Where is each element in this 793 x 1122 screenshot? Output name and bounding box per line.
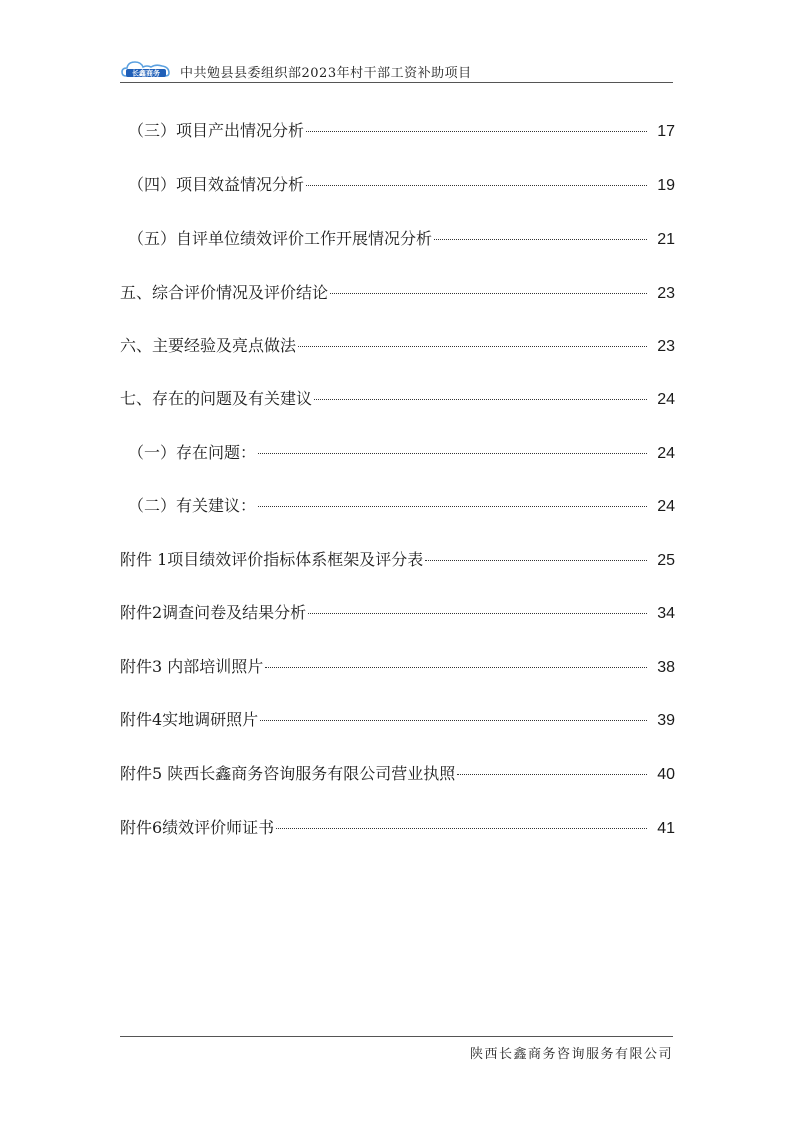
toc-entry[interactable] [120,761,675,787]
toc-entry-title: 附件5 陕西长鑫商务咨询服务有限公司营业执照 [120,764,456,783]
toc-entry[interactable] [120,280,675,306]
toc-page-number: 40 [657,766,675,783]
toc-entry[interactable] [120,172,675,198]
toc-entry[interactable] [120,440,675,466]
toc-leader-dots [330,293,647,294]
toc-page-number: 24 [657,498,675,515]
toc-entry[interactable] [120,226,675,252]
svg-text:长鑫商务: 长鑫商务 [132,69,160,78]
toc-page-number: 23 [657,338,675,355]
toc-leader-dots [258,506,647,507]
header-title: 中共勉县县委组织部2023年村干部工资补助项目 [180,66,472,81]
toc-entry[interactable] [120,600,675,626]
toc-entry-title: （二）有关建议： [128,496,257,515]
toc-page-number: 41 [657,820,675,837]
company-logo [120,58,172,80]
toc-page-number: 23 [657,285,675,302]
toc-entry-title: （一）存在问题： [128,443,257,462]
toc-page-number: 21 [657,231,675,248]
toc-leader-dots [306,185,647,186]
toc-leader-dots [434,239,647,240]
toc-page-number: 17 [657,123,675,140]
toc-entry[interactable] [120,333,675,359]
toc-entry-title: 附件4实地调研照片 [120,710,259,729]
toc-entry[interactable] [120,707,675,733]
toc-entry[interactable] [120,493,675,519]
toc-leader-dots [314,399,647,400]
toc-leader-dots [276,828,647,829]
toc-leader-dots [260,720,647,721]
page-footer [120,1036,673,1062]
toc-page-number: 24 [657,445,675,462]
toc-leader-dots [425,560,647,561]
toc-entry-title: 七、存在的问题及有关建议 [120,389,313,408]
toc-entry[interactable] [120,118,675,144]
toc-page-number: 38 [657,659,675,676]
toc-entry[interactable] [120,654,675,680]
toc-entry-title: （五）自评单位绩效评价工作开展情况分析 [128,229,433,248]
footer-company-name: 陕西长鑫商务咨询服务有限公司 [469,1047,673,1062]
toc-entry-title: 六、主要经验及亮点做法 [120,336,297,355]
toc-entry-title: （三）项目产出情况分析 [128,121,305,140]
toc-leader-dots [308,613,647,614]
toc-leader-dots [457,774,647,775]
toc-entry-title: 五、综合评价情况及评价结论 [120,283,329,302]
toc-entry[interactable] [120,386,675,412]
toc-leader-dots [265,667,647,668]
toc-page-number: 24 [657,391,675,408]
toc-entry[interactable] [120,815,675,841]
page-header [120,58,673,83]
toc-page-number: 39 [657,712,675,729]
toc-page-number: 34 [657,605,675,622]
toc-entry-title: 附件3 内部培训照片 [120,657,264,676]
toc-entry-title: 附件2调查问卷及结果分析 [120,603,307,622]
toc-page-number: 25 [657,552,675,569]
toc-entry-title: （四）项目效益情况分析 [128,175,305,194]
toc-leader-dots [298,346,647,347]
toc-entry[interactable] [120,547,675,573]
toc-entry-title: 附件6绩效评价师证书 [120,818,275,837]
toc-leader-dots [306,131,647,132]
toc-page-number: 19 [657,177,675,194]
toc-entry-title: 附件 1项目绩效评价指标体系框架及评分表 [120,550,424,569]
toc-leader-dots [258,453,647,454]
